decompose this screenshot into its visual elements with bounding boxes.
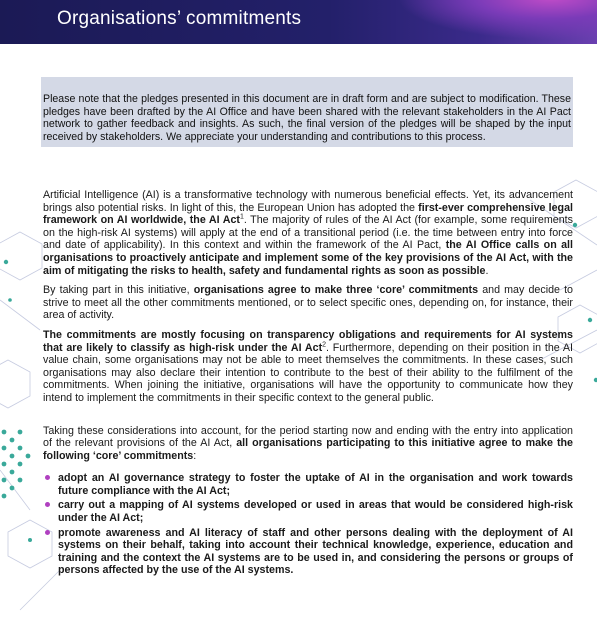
header-glow <box>397 0 597 40</box>
footnote-ref-2[interactable]: 2 <box>322 340 327 348</box>
intro-paragraph-4 <box>43 425 573 463</box>
text-run: and may decide to strive to meet all the other commitments mentioned, or to select specific ones, depending on, for instance, their area of activity. <box>43 284 574 322</box>
bullet-icon <box>45 475 50 480</box>
bold-run: the AI Office calls on all organisations to proactively anticipate and implement some of the key provisions of the AI Act, with the aim of mitigating the risks to health, safety and fundamental rights as soon as possible <box>43 239 573 277</box>
page-title: Organisations’ commitments <box>57 8 302 29</box>
list-item <box>43 499 573 524</box>
text-run: By taking part in this initiative, <box>43 284 194 297</box>
footnote-ref-1[interactable]: 1 <box>239 213 244 221</box>
text-run: . <box>485 264 489 277</box>
page-header <box>0 0 597 44</box>
text-run: . The majority of rules of the AI Act (for example, some requirements on the high-risk AI systems) will apply at the end of a transitional period (i.e. the time between entry into force and date of applicability). In this context and within the framework of the AI Pact, <box>43 214 573 252</box>
intro-paragraph-3 <box>43 329 573 405</box>
list-item <box>43 527 573 577</box>
bold-run: first-ever comprehensive legal framework on AI worldwide, the AI Act <box>43 201 573 227</box>
bold-run: The commitments are mostly focusing on transparency obligations and requirements for AI systems that are likely to classify as high-risk under the AI Act <box>43 328 573 354</box>
list-item <box>43 472 573 497</box>
draft-notice-text: Please note that the pledges presented in this document are in draft form and are subject to modification. These pledges have been drafted by the AI Office and have been shared with the relevant stakeholders in the AI Pact network to gather feedback and insights. As such, the final version of the pledges will be shaped by the input received by stakeholders. We appreciate your understanding and contributions to this process. <box>43 93 571 143</box>
main-body <box>43 189 573 579</box>
text-run: Taking these considerations into account, for the period starting now and ending with the entry into application of the relevant provisions of the AI Act, <box>43 424 573 450</box>
intro-paragraph-2 <box>43 284 573 322</box>
text-run: Artificial Intelligence (AI) is a transformative technology with numerous beneficial effects. Yet, its advancement brings also potential risks. In light of this, the European Union has adopted the <box>43 189 573 214</box>
list-item-text: promote awareness and AI literacy of staff and other persons dealing with the deployment of AI systems on their behalf, taking into account their technical knowledge, experience, education and training and the context the AI systems are to be used in, and considering the persons or groups of persons affected by the use of the AI systems. <box>58 526 573 577</box>
core-commitments-list <box>43 472 573 577</box>
text-run: . Furthermore, depending on their position in the AI value chain, some organisations may not be able to meet themselves the commitments. In these cases, such organisations may also declare their intention to contribute to the best of their ability to the fulfilment of the commitments. When joining the initiative, organisations will have the opportunity to communicate how they intend to implement the commitments in their specific context to the general public. <box>43 341 573 404</box>
bullet-icon <box>45 530 50 535</box>
text-run: : <box>193 449 197 462</box>
list-item-text: carry out a mapping of AI systems developed or used in areas that would be considered high-risk under the AI Act; <box>58 499 573 525</box>
bold-run: all organisations participating to this initiative agree to make the following ‘core’ commitments <box>43 437 573 462</box>
bold-run: organisations agree to make three ‘core’ commitments <box>193 284 479 297</box>
list-item-text: adopt an AI governance strategy to foster the uptake of AI in the organisation and work towards future compliance with the AI Act; <box>58 472 573 497</box>
draft-notice-box <box>41 77 573 147</box>
bullet-icon <box>45 502 50 507</box>
intro-paragraph-1 <box>43 189 573 277</box>
